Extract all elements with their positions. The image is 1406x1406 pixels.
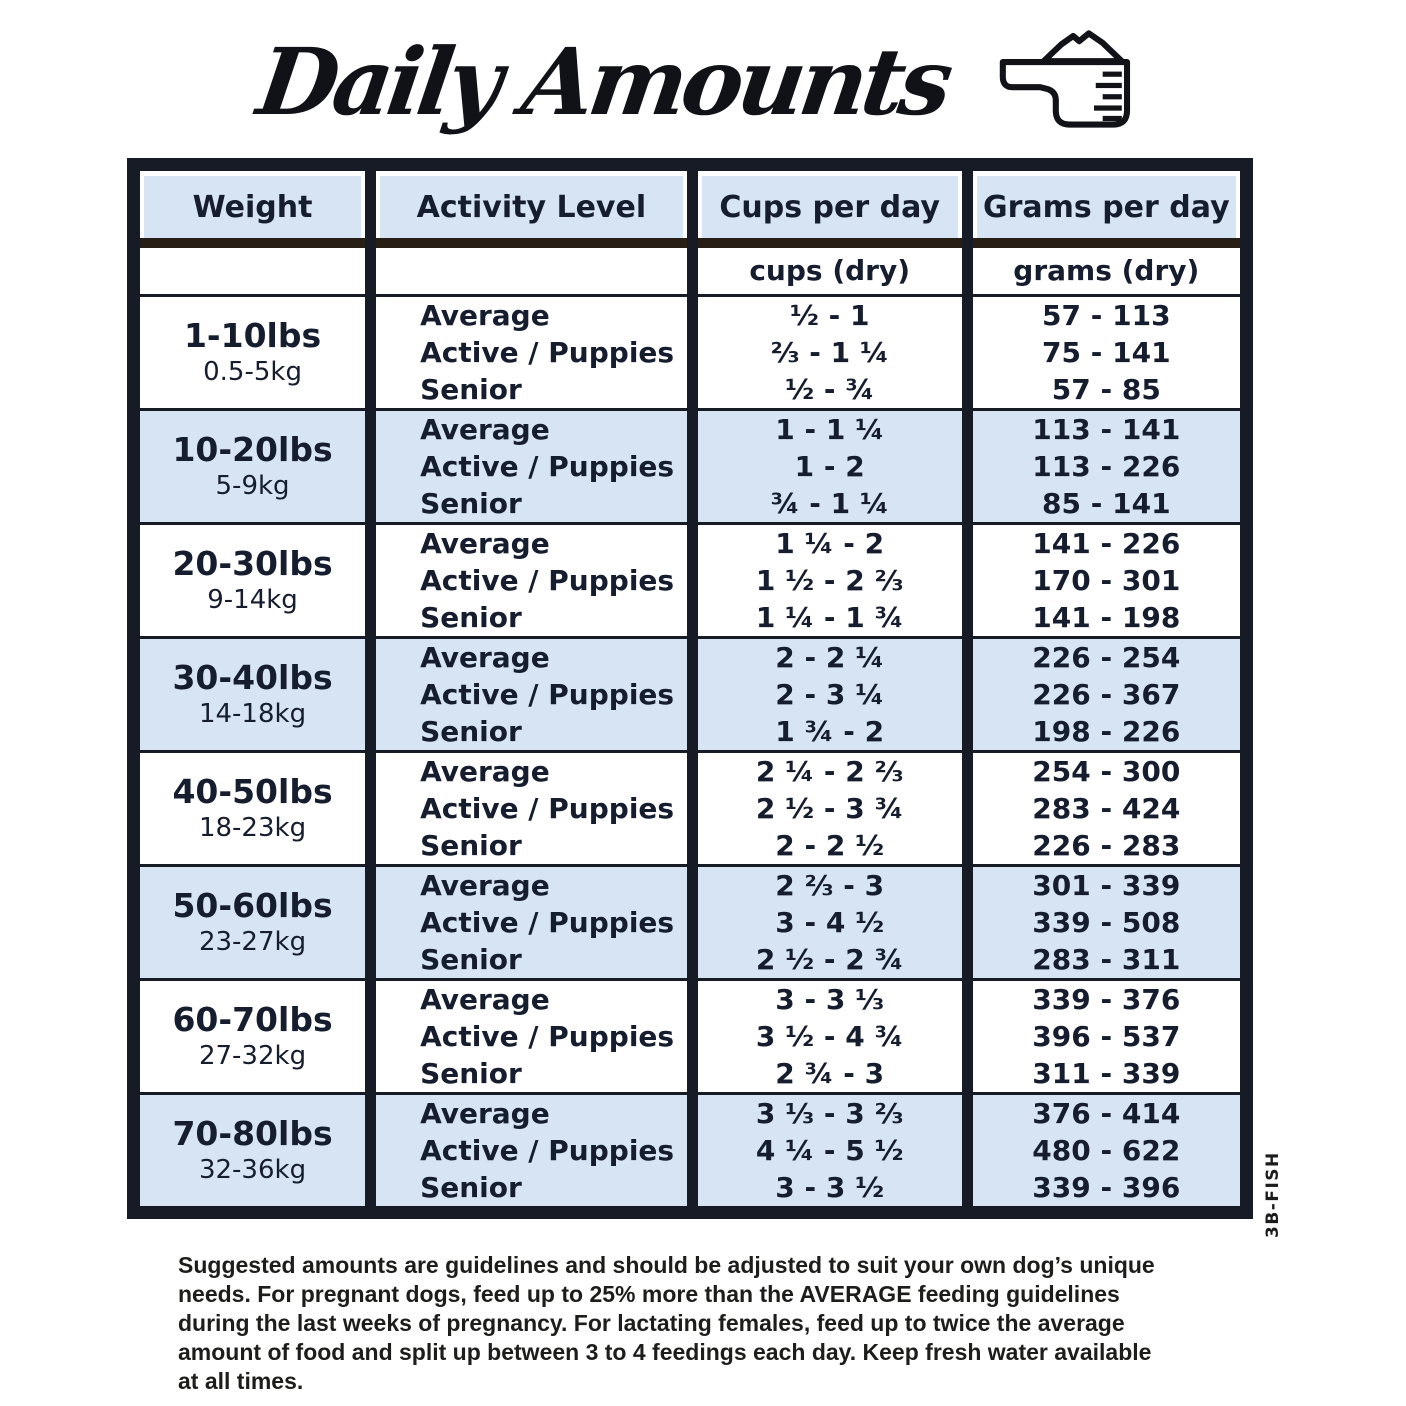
cups-value: 2 ⅔ - 3 [775, 868, 885, 902]
footer-note [178, 1251, 1288, 1396]
weight-kg: 0.5-5kg [203, 357, 302, 387]
weight-kg: 23-27kg [198, 927, 307, 957]
activity-label: Average [420, 868, 550, 902]
footer-line: Suggested amounts are guidelines and should be adjusted to suit your own dog’s unique [178, 1252, 1155, 1278]
weight-lbs: 30-40lbs [172, 658, 333, 697]
weight-kg: 9-14kg [207, 585, 298, 615]
activity-cell [371, 409, 693, 523]
cups-value: 1 ¼ - 1 ¾ [755, 600, 904, 634]
cups-cell [692, 523, 967, 637]
subheader-cups-dry: cups (dry) [692, 243, 967, 295]
cups-value: ½ - ¾ [785, 372, 875, 406]
activity-label: Senior [420, 486, 522, 520]
weight-cell [134, 1093, 371, 1206]
subheader-weight-empty [134, 243, 371, 295]
subheader-grams-dry: grams (dry) [967, 243, 1246, 295]
activity-label: Senior [420, 600, 522, 634]
weight-group-row [134, 865, 1247, 979]
activity-cell [371, 295, 693, 409]
cups-value: 3 - 3 ⅓ [775, 982, 885, 1016]
table-header-row [134, 171, 1247, 243]
weight-lbs: 70-80lbs [172, 1114, 333, 1153]
weight-lbs: 20-30lbs [172, 544, 333, 583]
cups-value: 2 ¾ - 3 [775, 1056, 885, 1090]
grams-cell [967, 1093, 1246, 1206]
side-code-label: 3B-FISH [1263, 1151, 1283, 1238]
activity-cell [371, 751, 693, 865]
grams-cell [967, 865, 1246, 979]
cups-value: 2 ½ - 2 ¾ [755, 942, 904, 976]
grams-value: 376 - 414 [1032, 1096, 1181, 1130]
weight-group-row [134, 751, 1247, 865]
grams-value: 113 - 141 [1032, 412, 1181, 446]
activity-label: Active / Puppies [420, 1019, 675, 1053]
activity-cell [371, 523, 693, 637]
weight-lbs: 10-20lbs [172, 430, 333, 469]
grams-value: 254 - 300 [1032, 754, 1181, 788]
grams-value: 480 - 622 [1032, 1133, 1181, 1167]
activity-label: Active / Puppies [420, 677, 675, 711]
weight-cell [134, 409, 371, 523]
weight-group-row [134, 979, 1247, 1093]
grams-value: 141 - 198 [1032, 600, 1181, 634]
activity-label: Active / Puppies [420, 335, 675, 369]
weight-kg: 27-32kg [198, 1041, 307, 1071]
grams-value: 113 - 226 [1032, 449, 1181, 483]
activity-label: Senior [420, 714, 522, 748]
cups-value: 2 - 2 ¼ [775, 640, 885, 674]
cups-value: 1 - 2 [794, 449, 865, 483]
cups-value: ¾ - 1 ¼ [770, 486, 889, 520]
footer-line: at all times. [178, 1368, 304, 1394]
grams-value: 339 - 376 [1032, 982, 1181, 1016]
grams-value: 339 - 508 [1032, 905, 1181, 939]
grams-value: 198 - 226 [1032, 714, 1181, 748]
cups-value: 2 - 3 ¼ [775, 677, 885, 711]
activity-label: Senior [420, 372, 522, 406]
activity-label: Active / Puppies [420, 1133, 675, 1167]
page-title: Daily Amounts [251, 28, 955, 136]
grams-value: 283 - 311 [1032, 942, 1181, 976]
footer-line: during the last weeks of pregnancy. For lactating females, feed up to twice the average [178, 1310, 1125, 1336]
activity-label: Average [420, 982, 550, 1016]
grams-value: 226 - 283 [1032, 828, 1181, 862]
grams-value: 226 - 254 [1032, 640, 1181, 674]
grams-value: 57 - 113 [1042, 298, 1171, 332]
column-header-activity: Activity Level [371, 171, 693, 243]
activity-label: Active / Puppies [420, 449, 675, 483]
weight-kg: 14-18kg [198, 699, 307, 729]
weight-lbs: 60-70lbs [172, 1000, 333, 1039]
weight-kg: 18-23kg [198, 813, 307, 843]
subheader-activity-empty [371, 243, 693, 295]
weight-cell [134, 979, 371, 1093]
grams-cell [967, 979, 1246, 1093]
activity-label: Average [420, 526, 550, 560]
cups-value: 1 - 1 ¼ [775, 412, 885, 446]
weight-group-row [134, 523, 1247, 637]
weight-kg: 5-9kg [215, 471, 290, 501]
grams-value: 57 - 85 [1051, 372, 1161, 406]
column-header-grams: Grams per day [967, 171, 1246, 243]
grams-value: 170 - 301 [1032, 563, 1181, 597]
grams-value: 311 - 339 [1032, 1056, 1181, 1090]
measuring-scoop-icon [995, 25, 1147, 139]
cups-cell [692, 1093, 967, 1206]
weight-group-row [134, 409, 1247, 523]
weight-group-row [134, 637, 1247, 751]
weight-group-row [134, 295, 1247, 409]
cups-value: 2 ¼ - 2 ⅔ [755, 754, 904, 788]
column-header-cups: Cups per day [692, 171, 967, 243]
cups-value: 1 ¾ - 2 [775, 714, 885, 748]
activity-label: Active / Puppies [420, 563, 675, 597]
cups-value: 3 ½ - 4 ¾ [755, 1019, 904, 1053]
cups-value: 1 ½ - 2 ⅔ [755, 563, 904, 597]
activity-label: Active / Puppies [420, 791, 675, 825]
cups-value: 3 - 3 ½ [775, 1170, 885, 1204]
activity-label: Senior [420, 942, 522, 976]
cups-value: 2 ½ - 3 ¾ [755, 791, 904, 825]
grams-value: 301 - 339 [1032, 868, 1181, 902]
feeding-table-wrap [127, 158, 1283, 1238]
weight-lbs: 50-60lbs [172, 886, 333, 925]
cups-value: 2 - 2 ½ [775, 828, 885, 862]
activity-label: Active / Puppies [420, 905, 675, 939]
activity-label: Average [420, 1096, 550, 1130]
activity-label: Average [420, 640, 550, 674]
activity-label: Senior [420, 828, 522, 862]
grams-value: 226 - 367 [1032, 677, 1181, 711]
title-row [0, 0, 1406, 158]
footer-line: needs. For pregnant dogs, feed up to 25% more than the AVERAGE feeding guidelines [178, 1281, 1120, 1307]
cups-cell [692, 865, 967, 979]
cups-cell [692, 295, 967, 409]
table-subheader-row [134, 243, 1247, 295]
grams-value: 85 - 141 [1042, 486, 1171, 520]
cups-value: 3 - 4 ½ [775, 905, 885, 939]
grams-cell [967, 637, 1246, 751]
grams-cell [967, 409, 1246, 523]
weight-lbs: 40-50lbs [172, 772, 333, 811]
weight-cell [134, 295, 371, 409]
activity-cell [371, 865, 693, 979]
activity-label: Senior [420, 1170, 522, 1204]
grams-cell [967, 295, 1246, 409]
activity-label: Average [420, 754, 550, 788]
weight-cell [134, 637, 371, 751]
cups-value: 3 ⅓ - 3 ⅔ [755, 1096, 904, 1130]
weight-lbs: 1-10lbs [183, 316, 322, 355]
weight-cell [134, 523, 371, 637]
column-header-weight: Weight [134, 171, 371, 243]
table-bottom-gap [134, 1206, 1247, 1213]
activity-cell [371, 1093, 693, 1206]
cups-value: 1 ¼ - 2 [775, 526, 885, 560]
activity-label: Average [420, 412, 550, 446]
activity-label: Average [420, 298, 550, 332]
cups-cell [692, 637, 967, 751]
cups-cell [692, 751, 967, 865]
cups-value: ⅔ - 1 ¼ [770, 335, 889, 369]
cups-cell [692, 979, 967, 1093]
weight-cell [134, 751, 371, 865]
grams-value: 75 - 141 [1042, 335, 1171, 369]
cups-value: ½ - 1 [789, 298, 870, 332]
grams-cell [967, 751, 1246, 865]
weight-cell [134, 865, 371, 979]
activity-cell [371, 637, 693, 751]
grams-value: 283 - 424 [1032, 791, 1181, 825]
grams-value: 396 - 537 [1032, 1019, 1181, 1053]
feeding-table [127, 158, 1253, 1219]
cups-value: 4 ¼ - 5 ½ [755, 1133, 904, 1167]
activity-cell [371, 979, 693, 1093]
activity-label: Senior [420, 1056, 522, 1090]
footer-line: amount of food and split up between 3 to 4 feedings each day. Keep fresh water available [178, 1339, 1152, 1365]
weight-kg: 32-36kg [198, 1155, 307, 1185]
cups-cell [692, 409, 967, 523]
grams-value: 141 - 226 [1032, 526, 1181, 560]
weight-group-row [134, 1093, 1247, 1206]
grams-cell [967, 523, 1246, 637]
grams-value: 339 - 396 [1032, 1170, 1181, 1204]
